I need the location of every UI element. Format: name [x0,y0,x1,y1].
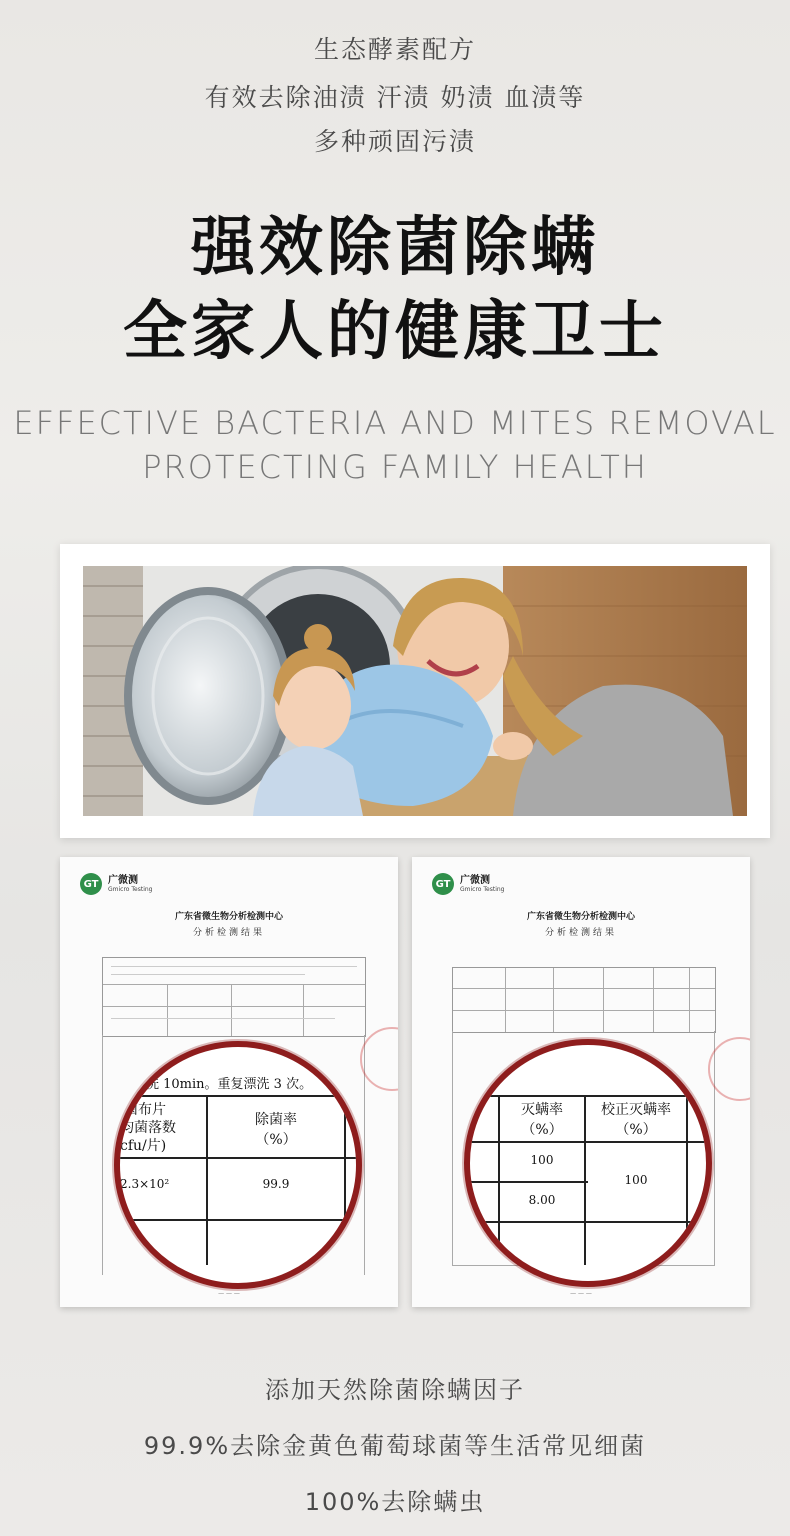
zoom-col1-line1: 菌布片 [124,1102,166,1118]
logo-name-cn: 广微测 [108,874,138,886]
report-subtitle: 分析检测结果 [192,928,265,938]
zoom-header-text: 洗 10min。重复漂洗 3 次。 [146,1077,313,1092]
zoom-col1-line3: cfu/片) [120,1138,167,1154]
zoom-value-3: 100 [624,1173,648,1187]
test-report-antibacterial [60,857,398,1307]
photo-illustration [83,566,747,816]
bottom-line-1: 添加天然除菌除螨因子 [265,1376,525,1404]
zoom-value-1: 100 [530,1153,554,1167]
test-report-antimite [412,857,750,1307]
zoom-col2-unit: （%） [615,1122,657,1138]
report-footer: — — — [570,1290,592,1297]
logo-name-en: Gmicro Testing [108,885,153,893]
intro-line-2: 有效去除油渍 汗渍 奶渍 血渍等 [204,83,586,112]
report-title: 广东省微生物分析检测中心 [526,912,635,922]
zoom-col2-header: 校正灭螨率 [601,1102,671,1118]
zoom-col1-line2: 均菌落数 [120,1120,176,1136]
report-title: 广东省微生物分析检测中心 [174,912,283,922]
logo-name-en: Gmicro Testing [460,885,505,893]
intro-line-1: 生态酵素配方 [313,35,476,64]
magnified-result-antibacterial [114,1041,362,1289]
family-laundry-photo [83,566,747,816]
intro-line-3: 多种顽固污渍 [313,127,476,156]
zoom-col1-unit: （%） [521,1122,563,1138]
logo-name-cn: 广微测 [460,874,490,886]
english-line-2: PROTECTING FAMILY HEALTH [142,448,648,486]
zoom-col2-unit: （%） [255,1132,297,1148]
zoom-col2-header: 除菌率 [255,1112,297,1128]
zoom-value-rate: 99.9 [262,1177,290,1191]
gmicro-logo-icon: GT [432,873,454,895]
photo-frame [60,544,770,838]
report-logo [80,873,152,895]
bottom-line-2: 99.9%去除金黄色葡萄球菌等生活常见细菌 [143,1432,647,1460]
gmicro-logo-icon: GT [80,873,102,895]
report-subtitle: 分析检测结果 [544,928,617,938]
zoom-col1-header: 灭螨率 [521,1102,563,1118]
magnified-result-antimite [464,1039,712,1287]
report-table [452,967,716,1033]
report-footer: — — — [218,1290,240,1297]
report-table [102,957,366,1037]
english-line-1: EFFECTIVE BACTERIA AND MITES REMOVAL [13,404,777,442]
report-logo [432,873,504,895]
zoom-value-2: 8.00 [528,1193,556,1207]
headline-line-1: 强效除菌除螨 [191,211,599,285]
headline-line-2: 全家人的健康卫士 [123,295,667,369]
bottom-line-3: 100%去除螨虫 [304,1488,486,1516]
zoom-value-cfu: 2.3×10² [120,1177,170,1191]
